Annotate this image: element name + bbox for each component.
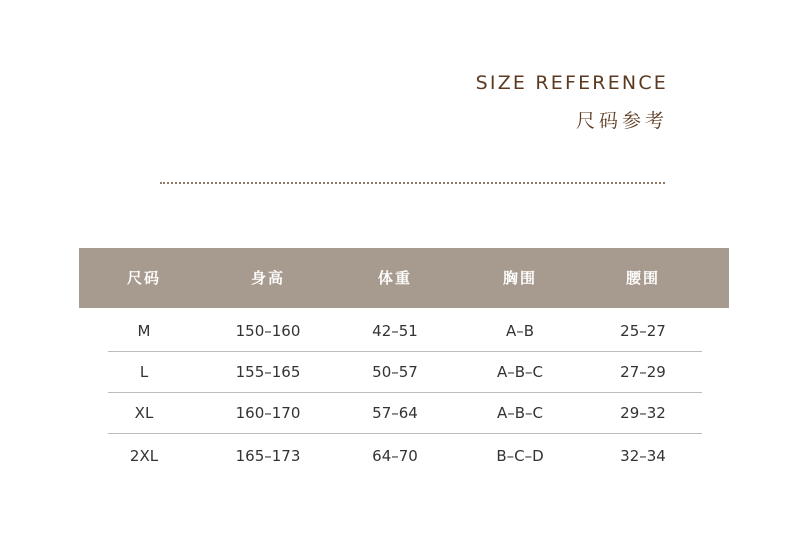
table-row — [108, 393, 702, 434]
header-height: 身高 — [250, 269, 285, 287]
header-bust: 胸围 — [502, 269, 537, 287]
cell-weight: 50–57 — [372, 363, 418, 381]
size-reference-title-cn: 尺码参考 — [575, 110, 668, 132]
cell-weight: 64–70 — [372, 447, 418, 465]
cell-size: M — [137, 322, 151, 340]
cell-weight: 57–64 — [372, 404, 418, 422]
header-weight: 体重 — [377, 269, 412, 287]
cell-waist: 29–32 — [620, 404, 666, 422]
cell-size: L — [139, 363, 149, 381]
cell-waist: 25–27 — [620, 322, 666, 340]
size-reference-title: SIZE REFERENCE — [475, 72, 668, 94]
table-row — [108, 352, 702, 393]
cell-bust: A–B — [505, 322, 535, 340]
table-header-row — [79, 248, 729, 308]
cell-bust: A–B–C — [496, 363, 544, 381]
header-size: 尺码 — [126, 269, 161, 287]
cell-size: 2XL — [129, 447, 159, 465]
cell-height: 155–165 — [235, 363, 301, 381]
cell-height: 165–173 — [235, 447, 301, 465]
cell-waist: 32–34 — [620, 447, 666, 465]
cell-waist: 27–29 — [620, 363, 666, 381]
cell-bust: A–B–C — [496, 404, 544, 422]
table-row — [108, 311, 702, 352]
cell-height: 160–170 — [235, 404, 301, 422]
cell-size: XL — [134, 404, 154, 422]
dotted-divider — [160, 182, 665, 184]
cell-weight: 42–51 — [372, 322, 418, 340]
header-waist: 腰围 — [625, 269, 660, 287]
cell-height: 150–160 — [235, 322, 301, 340]
table-row — [108, 436, 702, 476]
cell-bust: B–C–D — [496, 447, 544, 465]
